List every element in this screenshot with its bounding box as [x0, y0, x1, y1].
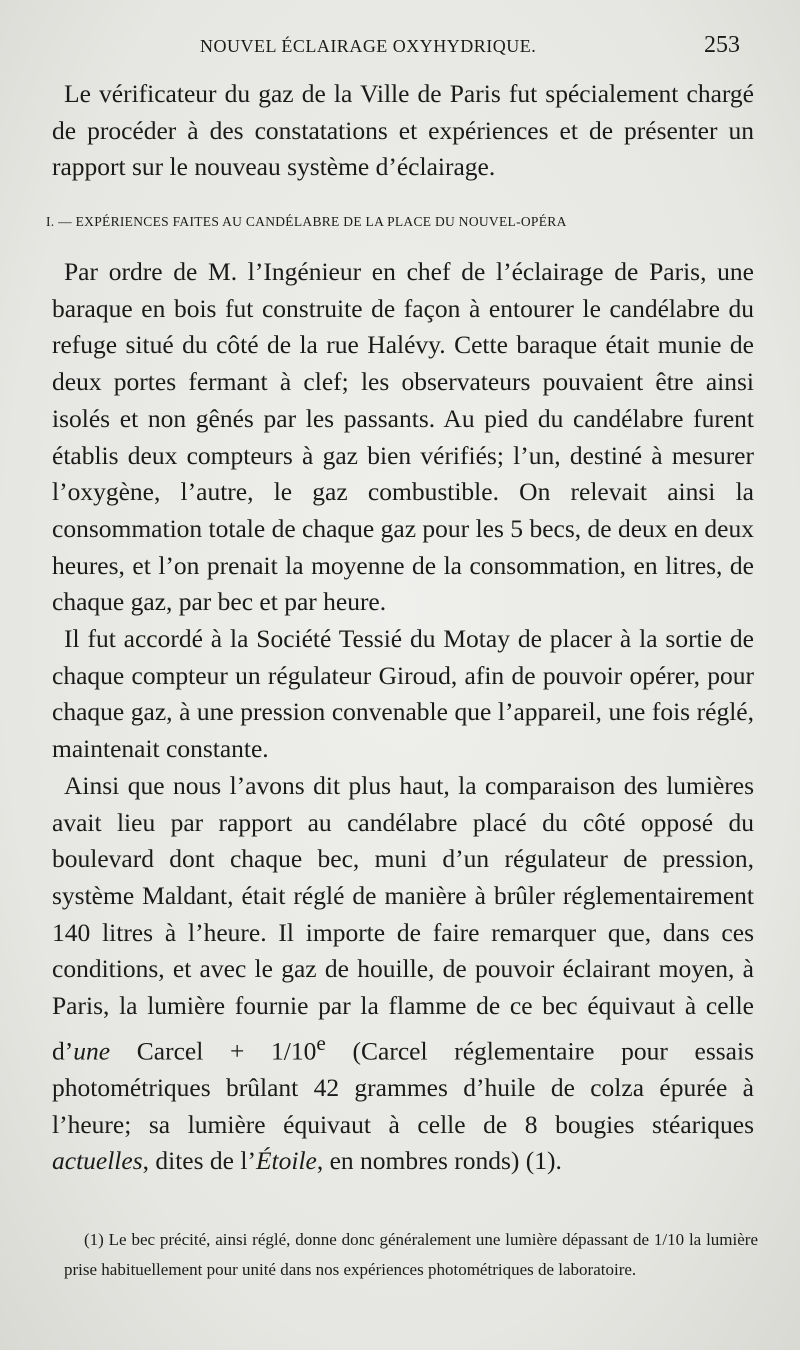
- page-number: 253: [704, 32, 740, 58]
- footnote-text: (1) Le bec précité, ainsi réglé, donne donc généralement une lumière dépassant de 1/10 la lumière prise habituellement pour unité dans nos expériences photométriques de laboratoire.: [64, 1230, 758, 1279]
- intro-paragraph-block: [52, 76, 754, 186]
- paragraph-3-text-d: , dites de l’: [142, 1146, 256, 1176]
- paragraph-3-text-b: Carcel + 1/10: [110, 1036, 317, 1066]
- section-paragraph-3: [52, 768, 754, 1180]
- section-body: [52, 254, 754, 1180]
- paragraph-3-text-e: , en nombres ronds) (1).: [316, 1146, 562, 1176]
- page-header: [200, 32, 740, 68]
- paragraph-3-italic-actuelles: actuelles: [52, 1146, 143, 1176]
- paragraph-3-italic-une: une: [73, 1036, 111, 1066]
- paragraph-3-italic-etoile: Étoile: [255, 1146, 317, 1176]
- footnote: [64, 1225, 758, 1285]
- paragraph-3-text-c: (Carcel réglementaire pour essais photométriques brûlant 42 grammes d’huile de colza épurée à l’heure; sa lumière équivaut à celle de 8 bougies stéariques: [52, 1036, 754, 1139]
- section-heading: I. — EXPÉRIENCES FAITES AU CANDÉLABRE DE LA PLACE DU NOUVEL-OPÉRA: [46, 214, 567, 229]
- paragraph-3-superscript: e: [316, 1030, 326, 1055]
- section-paragraph-1: Par ordre de M. l’Ingénieur en chef de l’éclairage de Paris, une baraque en bois fut construite de façon à entourer le candélabre du refuge situé du côté de la rue Halévy. Cette baraque était munie de deux portes fermant à clef; les observateurs pouvaient être ainsi isolés et non gênés par les passants. Au pied du candélabre furent établis deux compteurs à gaz bien vérifiés; l’un, destiné à mesurer l’oxygène, l’autre, le gaz combustible. On relevait ainsi la consommation totale de chaque gaz pour les 5 becs, de deux en deux heures, et l’on prenait la moyenne de la consommation, en litres, de chaque gaz, par bec et par heure.: [52, 257, 754, 617]
- section-paragraph-2: Il fut accordé à la Société Tessié du Motay de placer à la sortie de chaque compteur un régulateur Giroud, afin de pouvoir opérer, pour chaque gaz, à une pression convenable que l’appareil, une fois réglé, maintenait constante.: [52, 624, 754, 764]
- paragraph-3-text-a: Ainsi que nous l’avons dit plus haut, la comparaison des lumières avait lieu par rapport au candélabre placé du côté opposé du boulevard dont chaque bec, muni d’un régulateur de pression, système Maldant, était réglé de manière à brûler réglementairement 140 litres à l’heure. Il importe de faire remarquer que, dans ces conditions, et avec le gaz de houille, de pouvoir éclairant moyen, à Paris, la lumière fournie par la flamme de ce bec équivaut à celle d’: [52, 770, 754, 1066]
- intro-paragraph: Le vérificateur du gaz de la Ville de Paris fut spécialement chargé de procéder à des constatations et expériences et de présenter un rapport sur le nouveau système d’éclairage.: [52, 79, 754, 182]
- running-title: NOUVEL ÉCLAIRAGE OXYHYDRIQUE.: [200, 36, 537, 56]
